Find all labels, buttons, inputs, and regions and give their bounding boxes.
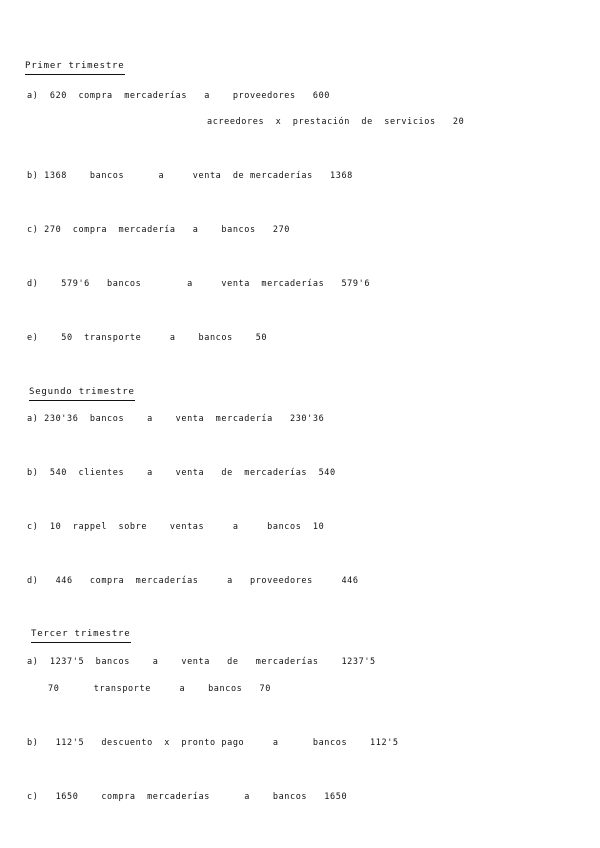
section-heading-tercer-trimestre: Tercer trimestre <box>31 629 131 643</box>
entry-segundo-a: a) 230'36 bancos a venta mercadería 230'36 <box>27 414 325 424</box>
entry-tercer-a: a) 1237'5 bancos a venta de mercaderías 1237'5 <box>27 657 376 667</box>
entry-tercer-b: b) 112'5 descuento x pronto pago a bancos 112'5 <box>27 738 399 748</box>
entry-tercer-a-continuation: 70 transporte a bancos 70 <box>48 684 271 694</box>
entry-segundo-d: d) 446 compra mercaderías a proveedores 446 <box>27 576 359 586</box>
entry-primer-b: b) 1368 bancos a venta de mercaderías 1368 <box>27 171 353 181</box>
entry-primer-d: d) 579'6 bancos a venta mercaderías 579'6 <box>27 279 371 289</box>
entry-segundo-c: c) 10 rappel sobre ventas a bancos 10 <box>27 522 325 532</box>
section-heading-primer-trimestre: Primer trimestre <box>25 61 125 75</box>
entry-tercer-c: c) 1650 compra mercaderías a bancos 1650 <box>27 792 348 802</box>
entry-primer-a: a) 620 compra mercaderías a proveedores 600 <box>27 91 331 101</box>
entry-segundo-b: b) 540 clientes a venta de mercaderías 540 <box>27 468 336 478</box>
entry-primer-e: e) 50 transporte a bancos 50 <box>27 333 268 343</box>
section-heading-segundo-trimestre: Segundo trimestre <box>29 387 135 401</box>
entry-primer-c: c) 270 compra mercadería a bancos 270 <box>27 225 291 235</box>
entry-primer-a-continuation: acreedores x prestación de servicios 20 <box>207 117 465 127</box>
